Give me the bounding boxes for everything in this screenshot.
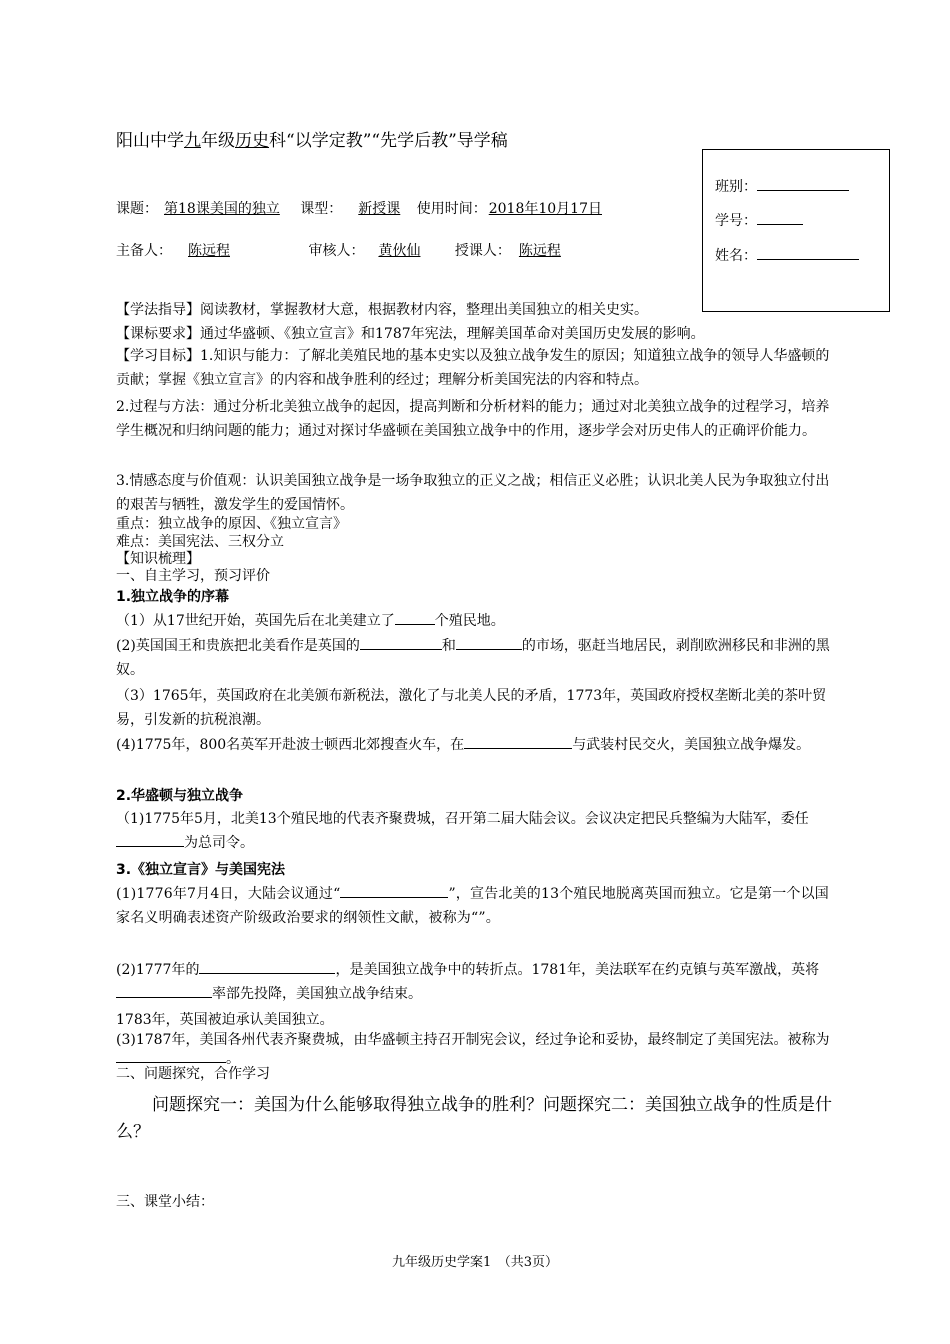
s1-item2-text-a: (2)英国国王和贵族把北美看作是英国的 [116, 638, 360, 654]
topic-value: 第18课美国的独立 [164, 201, 280, 217]
s1-item4-text-a: (4)1775年，800名英军开赴波士顿西北郊搜查火车，在 [116, 737, 465, 753]
class-label: 班别： [715, 179, 757, 195]
section3-item2-note: 1783年，英国被迫承认美国独立。 [116, 1012, 334, 1028]
section1-item1 [116, 609, 842, 633]
section3-item3 [116, 1032, 842, 1067]
type-label: 课型： [300, 201, 343, 217]
prep-label: 主备人： [116, 243, 172, 259]
s3-item1-text-b: ”，宣告北美的13个殖民地脱离英国而独立。它是第一个以国家名义明确表述资产阶级政治要求的纲领性文献，被称为“ [116, 886, 830, 926]
part2-heading: 二、问题探究，合作学习 [116, 1066, 270, 1082]
section1-item4 [116, 733, 842, 757]
section1-item3: （3）1765年，英国政府在北美颁布新税法，激化了与北美人民的矛盾，1773年，英国政府授权垄断北美的茶叶贸易，引发新的抗税浪潮。 [116, 688, 827, 728]
s3-item1-blank1[interactable] [340, 883, 448, 898]
s1-item1-text-a: （1）从17世纪开始，英国先后在北美建立了 [116, 613, 395, 629]
s1-item4-text-b: 与武装村民交火，美国独立战争爆发。 [572, 737, 811, 753]
teach-value: 陈远程 [518, 243, 561, 259]
s3-item2-text-b: ，是美国独立战争中的转折点。1781年，美法联军在约克镇与英军激战，英将 [335, 962, 820, 978]
name-label: 姓名： [715, 248, 757, 264]
s2-item1-blank[interactable] [116, 832, 184, 847]
review-value: 黄伙仙 [378, 243, 421, 259]
time-value: 2018年10月17日 [488, 201, 602, 217]
section1-heading: 1.独立战争的序幕 [116, 589, 230, 605]
section2-item1 [116, 807, 842, 855]
curriculum-standard: 【课标要求】通过华盛顿、《独立宣言》和1787年宪法，理解美国革命对美国历史发展的影响。 [116, 326, 705, 342]
section2-heading: 2.华盛顿与独立战争 [116, 788, 244, 804]
meta-line-topic [116, 198, 608, 218]
student-info-box [702, 149, 890, 312]
s3-item3-blank[interactable] [116, 1048, 226, 1063]
s1-item1-blank[interactable] [395, 610, 435, 625]
s1-item2-blank2[interactable] [456, 635, 522, 650]
section3-item2 [116, 958, 842, 1006]
title-suffix: 科“以学定教”“先学后教”导学稿 [269, 131, 508, 151]
s1-item2-text-b: 和 [441, 638, 456, 654]
id-row [715, 210, 803, 230]
learning-goal-3: 3.情感态度与价值观：认识美国独立战争是一场争取独立的正义之战；相信正义必胜；认识北美人民为争取独立付出的艰苦与牺牲，激发学生的爱国情怀。 [116, 473, 830, 513]
name-blank[interactable] [757, 245, 859, 260]
part3-heading: 三、课堂小结： [116, 1194, 214, 1210]
review-label: 审核人： [308, 243, 365, 259]
s3-item2-text-a: (2)1777年的 [116, 962, 200, 978]
s1-item2-blank1[interactable] [360, 635, 442, 650]
class-row [715, 176, 849, 196]
section3-item1 [116, 882, 842, 930]
document-title [116, 126, 508, 151]
learning-goal-2: 2.过程与方法：通过分析北美独立战争的起因，提高判断和分析材料的能力；通过对北美独立战争的过程学习，培养学生概况和归纳问题的能力；通过对探讨华盛顿在美国独立战争中的作用，逐步学会对历史伟人的正确评价能力。 [116, 399, 830, 439]
s3-item3-text-b: 。 [226, 1051, 240, 1067]
topic-label: 课题： [116, 201, 158, 217]
difficult-point: 难点：美国宪法、三权分立 [116, 534, 284, 550]
s2-item1-text-b: 为总司令。 [184, 835, 254, 851]
title-subject: 历史 [235, 131, 269, 151]
section3-heading: 3.《独立宣言》与美国宪法 [116, 862, 286, 878]
title-school: 阳山中学 [116, 131, 184, 151]
time-label: 使用时间： [416, 201, 487, 217]
s3-item2-blank1[interactable] [199, 959, 335, 974]
learning-goal-1: 【学习目标】1.知识与能力：了解北美殖民地的基本史实以及独立战争发生的原因；知道独立战争的领导人华盛顿的贡献；掌握《独立宣言》的内容和战争胜利的经过；理解分析美国宪法的内容和特点。 [116, 348, 830, 388]
s3-item3-text-a: (3)1787年，美国各州代表齐聚费城，由华盛顿主持召开制宪会议，经过争论和妥协，最终制定了美国宪法。被称为 [116, 1032, 830, 1048]
name-row [715, 245, 859, 265]
s1-item2-text-c: 的市场，驱赶当地居民，剥削欧洲移民和非洲的黑奴。 [116, 638, 830, 678]
s1-item4-blank[interactable] [464, 734, 572, 749]
s1-item1-text-b: 个殖民地。 [434, 613, 505, 629]
id-label: 学号： [715, 213, 757, 229]
type-value: 新授课 [358, 201, 401, 217]
title-grade-unit: 年级 [201, 131, 235, 151]
meta-line-staff [116, 240, 575, 260]
section1-item2 [116, 634, 842, 682]
s3-item2-text-c: 率部先投降，美国独立战争结束。 [212, 986, 422, 1002]
s3-item1-text-a: (1)1776年7月4日，大陆会议通过“ [116, 886, 341, 902]
s3-item1-text-c: ”。 [478, 910, 500, 926]
key-point: 重点：独立战争的原因、《独立宣言》 [116, 516, 347, 532]
class-blank[interactable] [757, 176, 849, 191]
learning-method: 【学法指导】阅读教材，掌握教材大意，根据教材内容，整理出美国独立的相关史实。 [116, 302, 648, 318]
page-footer: 九年级历史学案1 （共3页） [391, 1255, 559, 1270]
id-blank[interactable] [757, 210, 803, 225]
part1-heading: 一、自主学习，预习评价 [116, 568, 270, 584]
knowledge-heading: 【知识梳理】 [116, 551, 200, 567]
prep-value: 陈远程 [188, 243, 230, 259]
s3-item2-blank2[interactable] [116, 983, 212, 998]
teach-label: 授课人： [454, 243, 511, 259]
title-grade: 九 [184, 131, 201, 151]
s2-item1-text-a: （1)1775年5月，北美13个殖民地的代表齐聚费城，召开第二届大陆会议。会议决定把民兵整编为大陆军，委任 [116, 811, 809, 827]
inquiry-questions: 问题探究一：美国为什么能够取得独立战争的胜利？问题探究二：美国独立战争的性质是什么？ [116, 1095, 832, 1142]
